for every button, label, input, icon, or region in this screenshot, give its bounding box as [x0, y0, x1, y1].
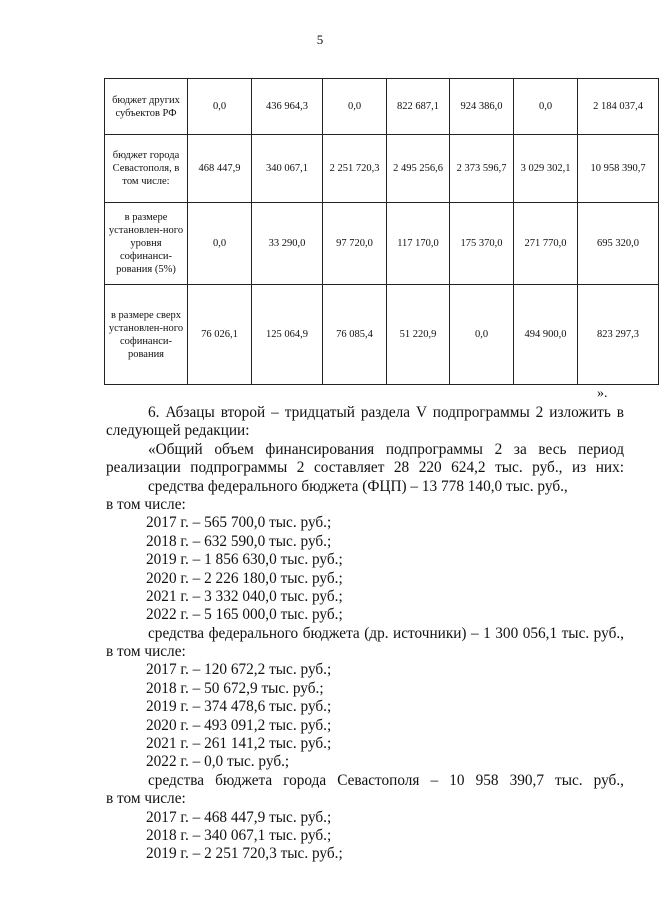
table-cell: 695 320,0: [578, 203, 659, 285]
table-row: [105, 135, 659, 203]
page-number: 5: [316, 32, 324, 47]
year-line: 2019 г. – 2 251 720,3 тыс. руб.;: [146, 845, 343, 863]
table-cell: 494 900,0: [514, 285, 578, 385]
paragraph-line: средства федерального бюджета (др. источники) – 1 300 056,1 тыс. руб.,: [148, 624, 624, 642]
year-line: 2019 г. – 374 478,6 тыс. руб.;: [146, 698, 332, 716]
paragraph-line: средства бюджета города Севастополя – 10 958 390,7 тыс. руб.,: [148, 771, 624, 789]
table-cell: 76 085,4: [323, 285, 387, 385]
table-cell: 2 495 256,6: [387, 135, 450, 203]
paragraph-line: в том числе:: [106, 790, 186, 808]
table-row: [105, 285, 659, 385]
table-cell: 3 029 302,1: [514, 135, 578, 203]
table-cell: 125 064,9: [252, 285, 323, 385]
table-row: [105, 203, 659, 285]
table-cell: 51 220,9: [387, 285, 450, 385]
year-line: 2021 г. – 261 141,2 тыс. руб.;: [146, 735, 332, 753]
row-label: бюджет города Севастополя, в том числе:: [105, 135, 188, 203]
financing-table: [104, 78, 659, 385]
table-cell: 0,0: [323, 79, 387, 135]
table-cell: 436 964,3: [252, 79, 323, 135]
year-line: 2018 г. – 340 067,1 тыс. руб.;: [146, 826, 332, 844]
table-cell: 2 373 596,7: [450, 135, 514, 203]
paragraph-line: следующей редакции:: [106, 422, 250, 440]
year-line: 2022 г. – 0,0 тыс. руб.;: [146, 753, 290, 771]
document-body: [106, 404, 624, 864]
table-cell: 924 386,0: [450, 79, 514, 135]
year-line: 2018 г. – 632 590,0 тыс. руб.;: [146, 532, 332, 550]
closing-quote: ».: [597, 386, 608, 401]
table-cell: 0,0: [188, 79, 252, 135]
table-cell: 2 184 037,4: [578, 79, 659, 135]
row-label: в размере установлен-ного уровня софинанси-рования (5%): [105, 203, 188, 285]
table-cell: 76 026,1: [188, 285, 252, 385]
paragraph-line: «Общий объем финансирования подпрограммы 2 за весь период: [148, 440, 624, 458]
year-line: 2022 г. – 5 165 000,0 тыс. руб.;: [146, 606, 343, 624]
paragraph-line: в том числе:: [106, 643, 186, 661]
paragraph-line: средства федерального бюджета (ФЦП) – 13 778 140,0 тыс. руб.,: [148, 477, 568, 495]
table-cell: 33 290,0: [252, 203, 323, 285]
table-cell: 175 370,0: [450, 203, 514, 285]
table-cell: 117 170,0: [387, 203, 450, 285]
table-cell: 468 447,9: [188, 135, 252, 203]
paragraph-line: реализации подпрограммы 2 составляет 28 220 624,2 тыс. руб., из них:: [106, 459, 624, 477]
paragraph-line: в том числе:: [106, 495, 186, 513]
year-line: 2017 г. – 468 447,9 тыс. руб.;: [146, 808, 332, 826]
year-line: 2021 г. – 3 332 040,0 тыс. руб.;: [146, 587, 343, 605]
table-cell: 271 770,0: [514, 203, 578, 285]
table-cell: 10 958 390,7: [578, 135, 659, 203]
table-cell: 340 067,1: [252, 135, 323, 203]
year-line: 2019 г. – 1 856 630,0 тыс. руб.;: [146, 551, 343, 569]
table-cell: 0,0: [188, 203, 252, 285]
year-line: 2018 г. – 50 672,9 тыс. руб.;: [146, 679, 324, 697]
paragraph-line: 6. Абзацы второй – тридцатый раздела V подпрограммы 2 изложить в: [148, 404, 624, 421]
row-label: бюджет других субъектов РФ: [105, 79, 188, 135]
year-line: 2017 г. – 120 672,2 тыс. руб.;: [146, 661, 332, 679]
year-line: 2020 г. – 493 091,2 тыс. руб.;: [146, 716, 332, 734]
table-row: [105, 79, 659, 135]
table-cell: 2 251 720,3: [323, 135, 387, 203]
table-cell: 823 297,3: [578, 285, 659, 385]
year-line: 2020 г. – 2 226 180,0 тыс. руб.;: [146, 569, 343, 587]
table-cell: 0,0: [450, 285, 514, 385]
row-label: в размере сверх установлен-ного софинанси-рования: [105, 285, 188, 385]
table-cell: 0,0: [514, 79, 578, 135]
table-cell: 822 687,1: [387, 79, 450, 135]
table-cell: 97 720,0: [323, 203, 387, 285]
year-line: 2017 г. – 565 700,0 тыс. руб.;: [146, 514, 332, 532]
